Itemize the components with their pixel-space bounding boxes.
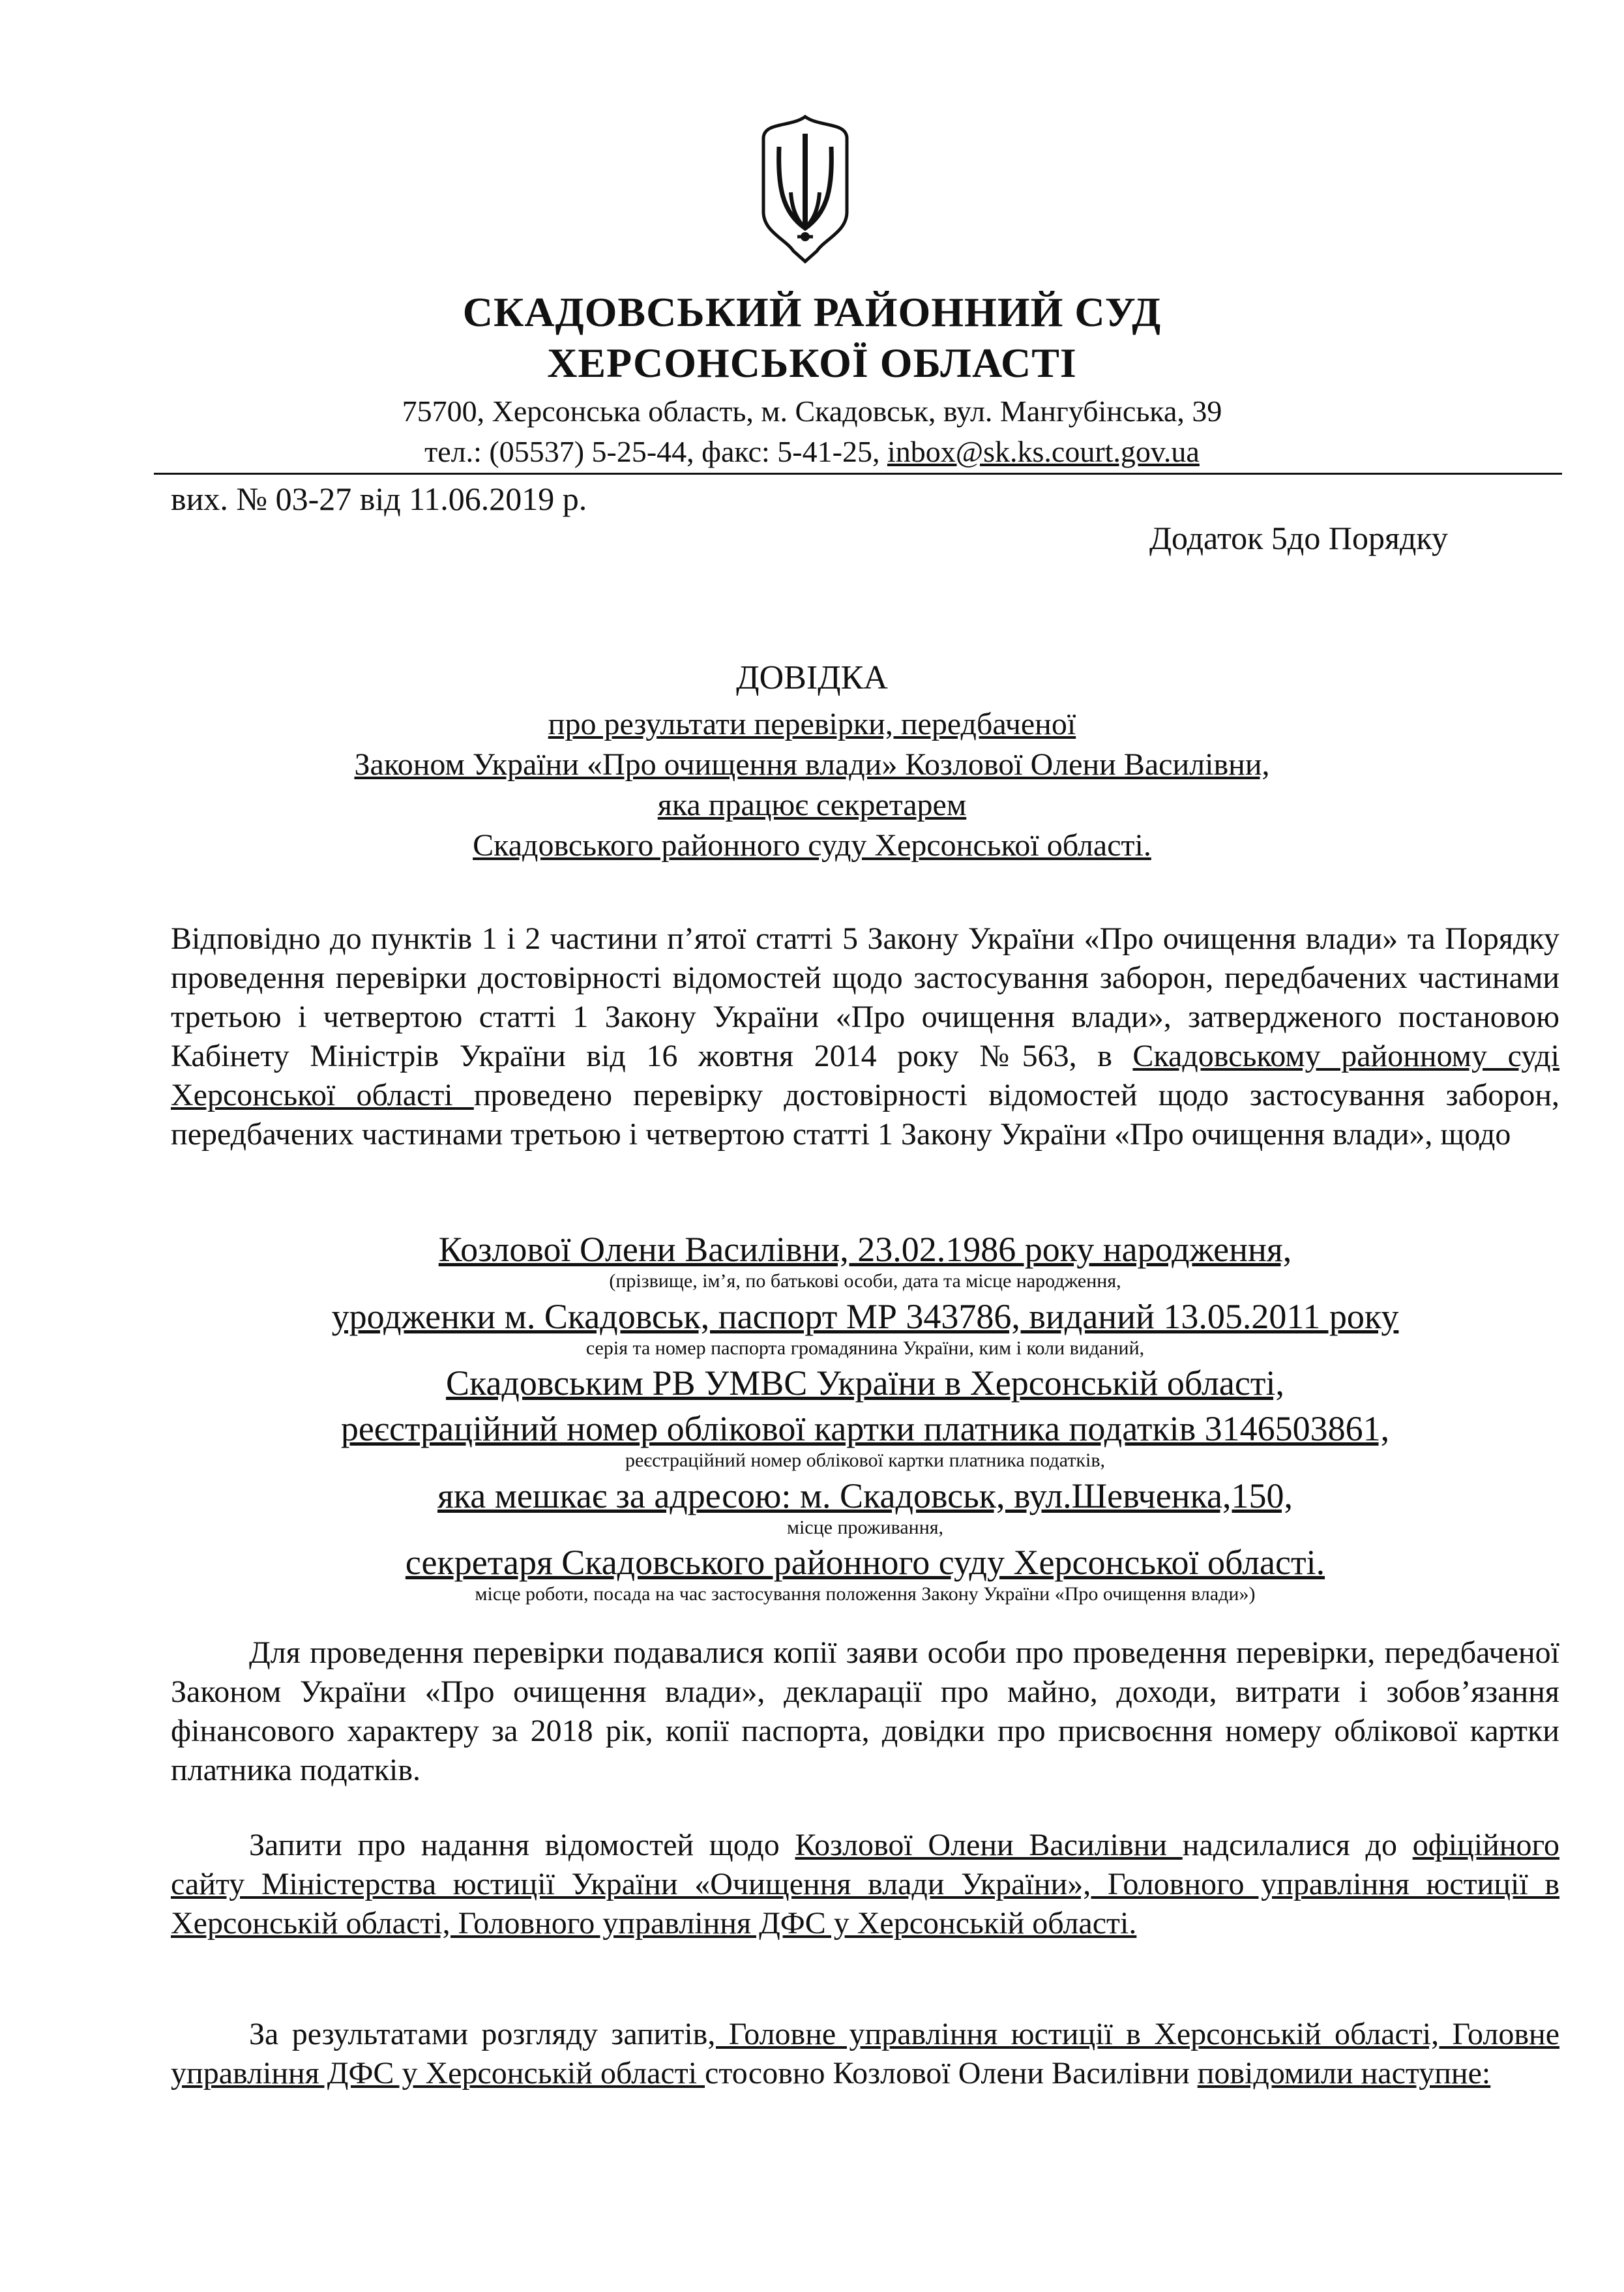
paragraph-requests-sent (171, 1826, 1559, 1943)
subtitle-line1: про результати перевірки, передбаченої (548, 707, 1076, 741)
field-value: уродженки м. Скадовськ, паспорт МР 343786, виданий 13.05.2011 року (331, 1297, 1399, 1336)
recipients-underlined: офіційного сайту Міністерства юстиції України «Очищення влади України», Головного управління юстиції в Херсонській області, Головного управління ДФС у Херсонській області. (171, 1828, 1560, 1941)
email-link[interactable]: inbox@sk.ks.court.gov.ua (887, 435, 1200, 468)
outgoing-number: вих. № 03-27 від 11.06.2019 р. (171, 481, 587, 517)
field-value: реєстраційний номер облікової картки платника податків 3146503861, (340, 1409, 1390, 1448)
field-caption: місце роботи, посада на час застосування положення Закону України «Про очищення влади») (475, 1583, 1256, 1605)
field-caption: серія та номер паспорта громадянина України, ким і коли виданий, (585, 1337, 1145, 1359)
trident-emblem-icon (760, 114, 851, 264)
field-caption: реєстраційний номер облікової картки платника податків, (625, 1450, 1106, 1471)
field-value: Скадовським РВ УМВС України в Херсонській області, (446, 1363, 1284, 1403)
person-field-name (171, 1229, 1559, 1293)
court-address-block (0, 391, 1624, 472)
paragraph-legal-basis-text: Відповідно до пунктів 1 і 2 частини п’ятої статті 5 Закону України «Про очищення влади» та Порядку проведення перевірки достовірності відомостей щодо застосування заборон, передбачених частинами третьою і четвертою статті 1 Закону України «Про очищення влади», затвердженого постановою Кабінету Міністрів України від 16 жовтня 2014 року №563, в (171, 921, 1559, 1073)
field-value: секретаря Скадовського районного суду Херсонської області. (405, 1543, 1325, 1582)
court-contacts (0, 432, 1624, 472)
result-underlined: повідомили наступне: (1197, 2056, 1491, 2091)
subtitle-line2: Законом України «Про очищення влади» Козлової Олени Василівни, (354, 747, 1270, 782)
court-name-underlined: Скадовському районному суді Херсонської області (171, 1039, 1559, 1112)
paragraph-documents-submitted: Для проведення перевірки подавалися копії заяви особи про проведення перевірки, передбаченої Законом України «Про очищення влади», декларації про майно, доходи, витрати і зобов’язання фінансового характеру за 2018 рік, копії паспорта, довідки про присвоєння номеру облікової картки платника податків. (171, 1635, 1559, 1787)
paragraph-legal-basis (171, 919, 1559, 1154)
person-field-workplace (171, 1542, 1559, 1606)
results-text: За результатами розгляду запитів (249, 2017, 708, 2051)
requests-text-middle: надсилалися до (1182, 1828, 1413, 1862)
requests-text: Запити про надання відомостей щодо (249, 1828, 795, 1862)
document-title: ДОВІДКА (736, 659, 888, 696)
field-caption: місце проживання, (786, 1517, 944, 1538)
results-text-middle: стосовно Козлової Олени Василівни (705, 2056, 1198, 2091)
field-value: яка мешкає за адресою: м. Скадовськ, вул.Шевченка,150, (437, 1476, 1293, 1515)
header-divider (154, 473, 1562, 475)
field-value: Козлової Олени Василівни, 23.02.1986 року народження, (438, 1230, 1292, 1269)
phone-fax: тел.: (05537) 5-25-44, факс: 5-41-25, (424, 435, 887, 468)
document-subtitle (0, 704, 1624, 866)
subtitle-line3: яка працює секретарем (657, 788, 967, 822)
addendum-label: Додаток 5до Порядку (1149, 520, 1448, 556)
person-field-tax-id (171, 1408, 1559, 1472)
paragraph-legal-basis-text-end: проведено перевірку достовірності відомостей щодо застосування заборон, передбачених частинами третьою і четвертою статті 1 Закону України «Про очищення влади», щодо (171, 1078, 1560, 1152)
court-name (0, 287, 1624, 389)
field-caption: (прізвище, ім’я, по батькові особи, дата та місце народження, (609, 1270, 1121, 1292)
person-field-issuer (171, 1363, 1559, 1403)
person-field-passport (171, 1296, 1559, 1360)
court-name-line2: ХЕРСОНСЬКОЇ ОБЛАСТІ (547, 340, 1077, 386)
subtitle-line4: Скадовського районного суду Херсонської області. (473, 828, 1151, 863)
court-name-line1: СКАДОВСЬКИЙ РАЙОННИЙ СУД (462, 289, 1162, 335)
court-address: 75700, Херсонська область, м. Скадовськ, вул. Мангубінська, 39 (402, 394, 1222, 428)
person-name-underlined: Козлової Олени Василівни (795, 1828, 1183, 1862)
paragraph-results (171, 2015, 1559, 2093)
person-field-residence (171, 1476, 1559, 1540)
agencies-underlined: , Головне управління юстиції в Херсонській області, Головне управління ДФС у Херсонській області (171, 2017, 1559, 2091)
